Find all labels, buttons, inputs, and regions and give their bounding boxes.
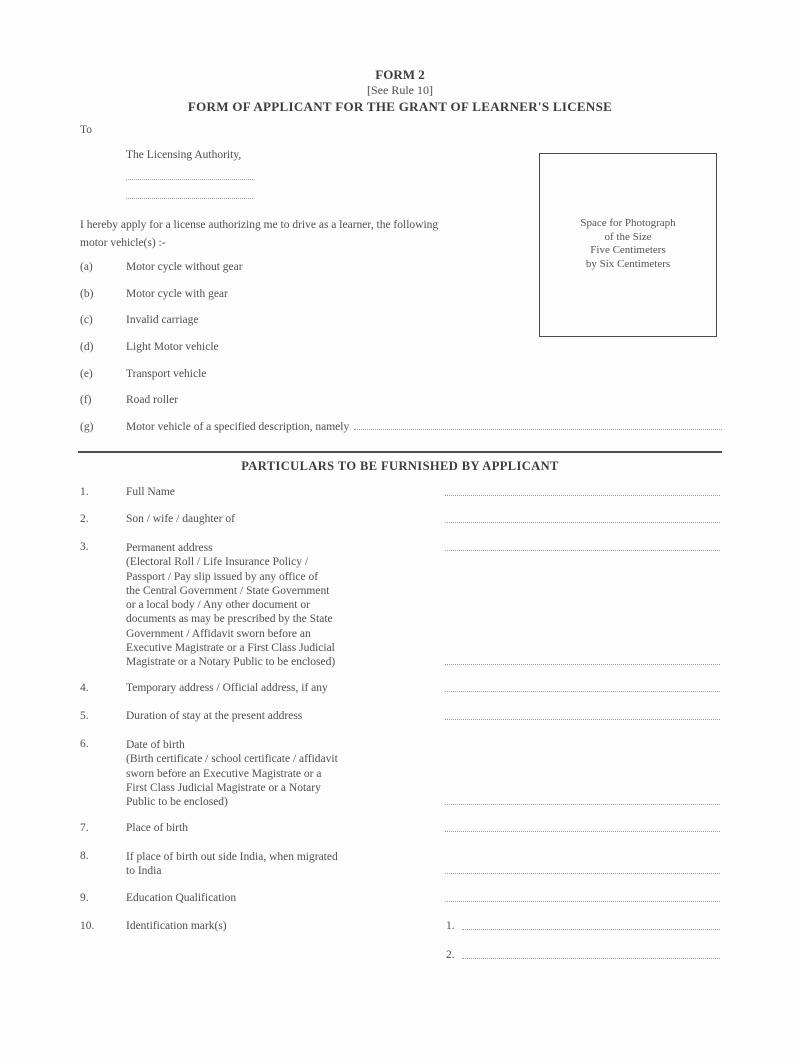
item-fill-line (445, 804, 720, 805)
vehicle-item-key: (c) (80, 314, 93, 326)
item-label: Identification mark(s) (126, 920, 227, 932)
vehicle-item-label: Motor cycle with gear (126, 288, 228, 300)
authority-name-fill-line-2 (126, 198, 253, 199)
item-number: 6. (80, 738, 89, 750)
vehicle-item-key: (a) (80, 261, 93, 273)
item-number: 2. (80, 513, 89, 525)
vehicle-item-label: Road roller (126, 394, 179, 406)
application-intro-line-2: motor vehicle(s) :- (80, 237, 166, 249)
vehicle-item-label: Motor vehicle of a specified description, namely (126, 421, 350, 433)
photo-box-caption-line: Five Centimeters (590, 244, 666, 256)
item-label: Date of birth (Birth certificate / school certificate / affidavit sworn before an Executive Magistrate or a First Class Judicial Magistrate or a Notary Public to be enclosed) (126, 739, 338, 809)
photo-box-caption-line: of the Size (604, 230, 652, 243)
vehicle-item-key: (g) (80, 421, 94, 433)
item-label: Full Name (126, 486, 175, 498)
item-number: 8. (80, 850, 89, 862)
item-fill-line (445, 719, 720, 720)
item-number: 5. (80, 710, 89, 722)
item-label: Son / wife / daughter of (126, 513, 235, 525)
item-fill-line (445, 873, 720, 874)
photo-box-caption-line: by Six Centimeters (585, 257, 671, 270)
vehicle-item-label: Invalid carriage (126, 314, 199, 326)
identification-mark-number: 1. (446, 920, 455, 932)
item-label: Duration of stay at the present address (126, 710, 303, 722)
item-number: 7. (80, 822, 89, 834)
item-label: Temporary address / Official address, if any (126, 682, 328, 694)
item-fill-line (445, 664, 720, 665)
application-intro-line-1: I hereby apply for a license authorizing me to drive as a learner, the following (80, 219, 439, 231)
form-number: FORM 2 (375, 67, 425, 82)
section-divider (78, 451, 722, 453)
item-label: Permanent address (Electoral Roll / Life Insurance Policy / Passport / Pay slip issued by any office of the Central Government / State Government or a local body / Any other document or documents as may be prescribed by the State Government / Affidavit sworn before an Executive Magistrate or a First Class Judicial Magistrate or a Notary Public to be enclosed) (126, 542, 336, 669)
item-number: 3. (80, 541, 89, 553)
identification-mark-number: 2. (446, 949, 455, 961)
item-number: 1. (80, 486, 89, 498)
identification-mark-fill-line (462, 958, 720, 959)
vehicle-item-key: (b) (80, 288, 94, 300)
licensing-authority-label: The Licensing Authority, (126, 149, 242, 161)
particulars-heading: PARTICULARS TO BE FURNISHED BY APPLICANT (241, 459, 559, 473)
photo-box (539, 153, 717, 337)
vehicle-item-key: (e) (80, 368, 93, 380)
item-fill-line (445, 901, 720, 902)
vehicle-item-key: (d) (80, 341, 94, 353)
item-label: If place of birth out side India, when migrated to India (126, 851, 338, 878)
vehicle-item-label: Light Motor vehicle (126, 341, 219, 353)
vehicle-item-key: (f) (80, 394, 92, 406)
vehicle-item-label: Motor cycle without gear (126, 261, 243, 273)
photo-box-caption-line: Space for Photograph (580, 217, 676, 229)
item-number: 9. (80, 892, 89, 904)
item-number: 10. (80, 920, 95, 932)
item-fill-line (445, 550, 720, 551)
item-number: 4. (80, 682, 89, 694)
vehicle-description-fill-line (354, 429, 722, 430)
item-label: Place of birth (126, 822, 188, 834)
item-fill-line (445, 831, 720, 832)
form-title: FORM OF APPLICANT FOR THE GRANT OF LEARNER'S LICENSE (187, 99, 613, 114)
authority-name-fill-line-1 (126, 179, 253, 180)
item-fill-line (445, 691, 720, 692)
to-label: To (80, 124, 92, 136)
rule-reference: [See Rule 10] (367, 83, 433, 97)
item-fill-line (445, 522, 720, 523)
item-fill-line (445, 495, 720, 496)
item-label: Education Qualification (126, 892, 237, 904)
vehicle-item-label: Transport vehicle (126, 368, 207, 380)
identification-mark-fill-line (462, 929, 720, 930)
